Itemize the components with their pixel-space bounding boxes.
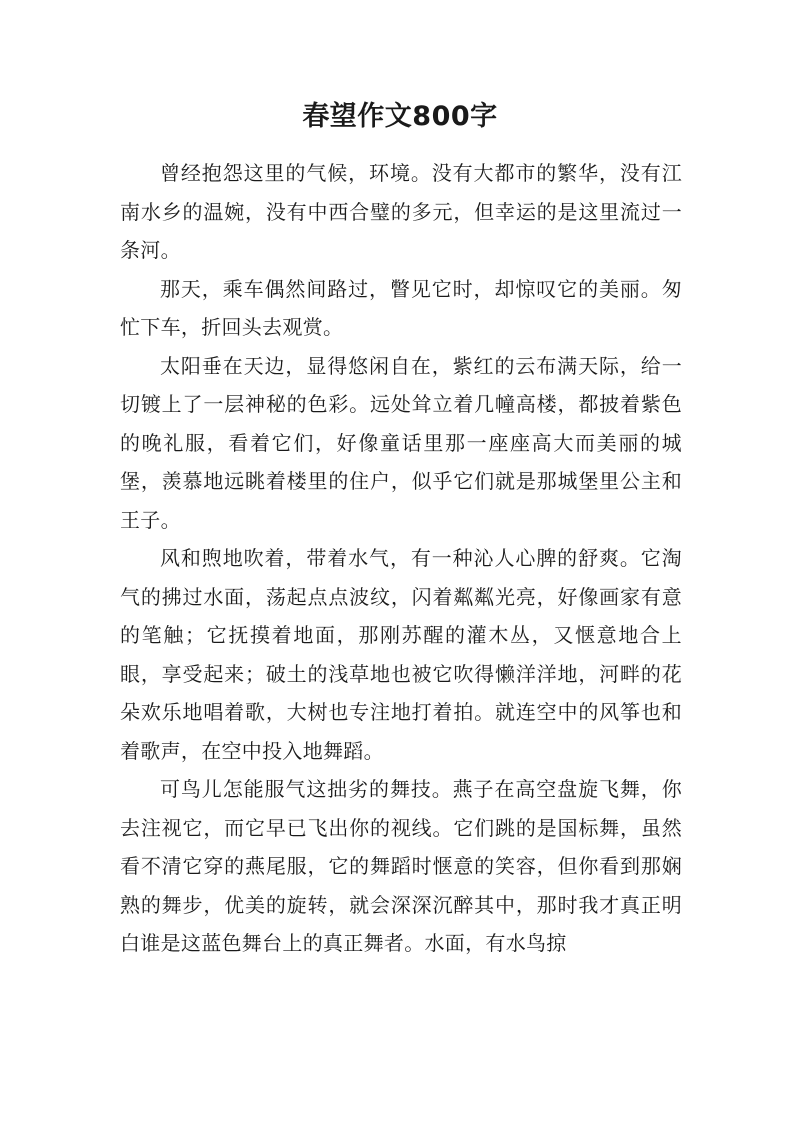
document-title: 春望作文800字 <box>302 101 498 132</box>
paragraph: 曾经抱怨这里的气候，环境。没有大都市的繁华，没有江南水乡的温婉，没有中西合璧的多元，但幸运的是这里流过一条河。 <box>120 161 682 262</box>
paragraph: 那天，乘车偶然间路过，瞥见它时，却惊叹它的美丽。匆忙下车，折回头去观赏。 <box>120 276 682 339</box>
paragraph: 可鸟儿怎能服气这拙劣的舞技。燕子在高空盘旋飞舞，你去注视它，而它早已飞出你的视线。它们跳的是国标舞，虽然看不清它穿的燕尾服，它的舞蹈时惬意的笑容，但你看到那娴熟的舞步，优美的旋转，就会深深沉醉其中，那时我才真正明白谁是这蓝色舞台上的真正舞者。水面，有水鸟掠 <box>120 777 682 955</box>
document-body <box>120 154 682 963</box>
paragraph: 太阳垂在天边，显得悠闲自在，紫红的云布满天际，给一切镀上了一层神秘的色彩。远处耸立着几幢高楼，都披着紫色的晚礼服，看着它们，好像童话里那一座座高大而美丽的城堡，羡慕地远眺着楼里的住户，似乎它们就是那城堡里公主和王子。 <box>120 353 682 532</box>
paragraph: 风和煦地吹着，带着水气，有一种沁人心脾的舒爽。它淘气的拂过水面，荡起点点波纹，闪着粼粼光亮，好像画家有意的笔触；它抚摸着地面，那刚苏醒的灌木丛，又惬意地合上眼，享受起来；破土的浅草地也被它吹得懒洋洋地，河畔的花朵欢乐地唱着歌，大树也专注地打着拍。就连空中的风筝也和着歌声，在空中投入地舞蹈。 <box>120 546 682 763</box>
